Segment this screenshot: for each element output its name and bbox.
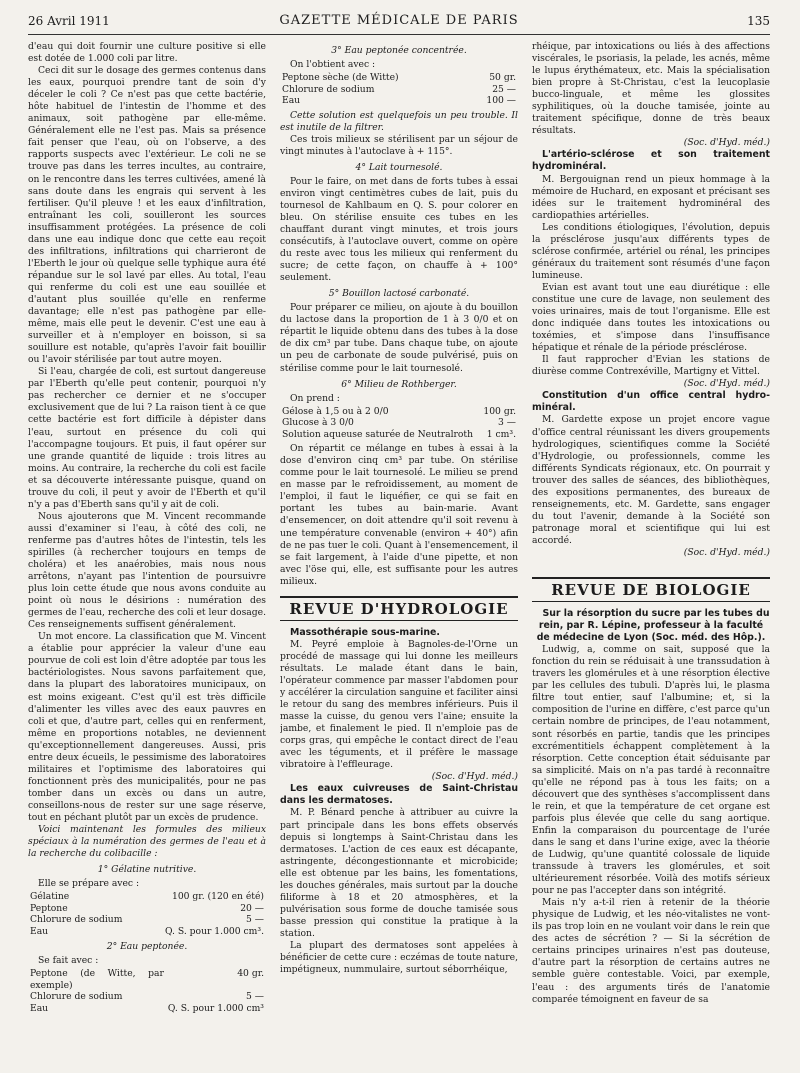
paragraph: d'eau qui doit fournir une culture positive si elle est dotée de 1.000 coli par litre. (28, 41, 266, 65)
recipe-row: Glucose à 3 0/0 3 — (282, 417, 516, 429)
paragraph: Pour le faire, on met dans de forts tubes à essai environ vingt centimètres cubes de lait, puis du tournesol de Kahlbaum en Q. S. pour colorer en bleu. On stérilise ensuite ces tubes en les chauffant durant vingt minutes, et trois jours consécutifs, à l'autoclave ouvert, comme on opère du reste avec tous les milieux qui renferment du sucre; de cette façon, on chauffe à + 100° seulement. (280, 175, 518, 284)
recipe-intro: On prend : (290, 392, 340, 404)
recipe-heading: 4° Lait tournesolé. (355, 161, 443, 173)
paragraph: On répartit ce mélange en tubes à essai à la dose d'environ cinq cm³ par tube. On stérilise comme pour le lait tournesolé. Le milieu se prend en masse par le refroidissement, au moment de l'emploi, il faut le liquéfier, ce qui se fait en portant les tubes au bain-marie. Avant d'ensemencer, on doit attendre qu'il soit revenu à une température convenable (environ + 40°) afin de ne pas tuer le coli. Quant à l'ensemencement, il se fait largement, à l'aide d'une pipette, et non avec l'öse qui, elle, est suffisante pour les autres milieux. (280, 443, 518, 587)
recipe-row: Eau 100 — (282, 95, 516, 107)
paragraph: Cette solution est quelquefois un peu trouble. Il est inutile de la filtrer. (280, 109, 518, 133)
article-source: (Soc. d'Hyd. méd.) (683, 137, 770, 149)
recipe-intro: Se fait avec : (38, 955, 99, 967)
recipe-row: Chlorure de sodium 5 — (30, 991, 264, 1003)
page-number: 135 (747, 14, 770, 28)
paragraph: M. Gardette expose un projet encore vague d'office central réunissant les divers groupements hydrologiques, scientifiques comme la Société d'Hydrologie, ou professionnels, comme les différents Syndicats régionaux, etc. On pourrait y trouver des salles de séances, des bibliothèques, des expositions permanentes, des bureaux de renseignements, etc. M. Gardette, sans engager du tout l'avenir, demande à la Société son patronage moral et scientifique qui lui est accordé. (532, 414, 770, 546)
paragraph: Pour préparer ce milieu, on ajoute à du bouillon du lactose dans la proportion de 1 à 3 0/0 et on répartit le liquide obtenu dans des tubes à la dose de dix cm³ par tube. Dans chaque tube, on ajoute un peu de carbonate de soude pulvérisé, puis on stérilise comme pour le lait tournesolé. (280, 302, 518, 374)
column-right (532, 41, 770, 1071)
paragraph: Les conditions étiologiques, l'évolution, depuis la présclérose jusqu'aux différents types de sclérose confirmée, artériel ou rénal, les principes généraux du traitement sont résumés d'une façon lumineuse. (532, 221, 770, 281)
issue-date: 26 Avril 1911 (28, 14, 110, 28)
recipe-row: Chlorure de sodium 5 — (30, 914, 264, 926)
paragraph: Si l'eau, chargée de coli, est surtout dangereuse par l'Eberth qu'elle peut contenir, pourquoi n'y pas rechercher ce dernier et ne s'occuper exclusivement que de lui ? La raison tient à ce que cette bactérie est fort difficile à dépister dans l'eau, surtout en présence du coli qui l'accompagne toujours. Et puis, il faut opérer sur une grande quantité de liquide : trois litres au moins. Au contraire, la recherche du coli est facile et sa découverte intéressante puisque, quand on trouve du coli, il peut y avoir de l'Eberth et qu'il n'y a pas d'Eberth sans qu'il y ait de coli. (28, 366, 266, 510)
recipe-row: Peptone (de Witte, par exemple) 40 gr. (30, 968, 264, 991)
recipe-table-gelatine (28, 891, 266, 937)
recipe-table-rothberger (280, 406, 518, 441)
article-title: Sur la résorption du sucre par les tubes du rein, par R. Lépine, professeur à la faculté de médecine de Lyon (Soc. méd. des Hôp.). (536, 608, 770, 644)
recipe-table-eau-peptonee (28, 968, 266, 1014)
paragraph: La plupart des dermatoses sont appelées à bénéficier de cette cure : eczémas de toute nature, impétigneux, nummulaire, surtout séborrhéique, (280, 940, 518, 976)
recipe-row: Gélose à 1,5 ou à 2 0/0 100 gr. (282, 405, 516, 417)
article-source: (Soc. d'Hyd. méd.) (431, 771, 518, 783)
paragraph: Mais n'y a-t-il rien à retenir de la théorie physique de Ludwig, et les néo-vitalistes ne vont-ils pas trop loin en ne voulant voir dans le rein que des actes de sécrétion ? — Si la sécrétion de certains principes urinaires n'est pas douteuse, d'autre part la résorption de certains autres ne semble guère contestable. Voici, par exemple, l'eau : des arguments tirés de l'anatomie comparée témoignent en faveur de sa (532, 897, 770, 1005)
recipe-heading: 3° Eau peptonée concentrée. (331, 45, 467, 56)
recipe-row: Eau Q. S. pour 1.000 cm³. (30, 925, 264, 937)
recipe-heading: 1° Gélatine nutritive. (97, 864, 197, 876)
page-header (28, 10, 770, 35)
paragraph: Ludwig, a, comme on sait, supposé que la fonction du rein se réduisait à une transsudation à travers les glomérules et à une résorption élective par les cellules des tubuli. D'après lui, le plasma filtre tout entier, sauf l'albumine; et, si la composition de l'urine en diffère, c'est parce qu'un certain nombre de principes, de l'eau notamment, sont résorbés en partie, tandis que les principes excrémentitiels échappent complètement à la résorption. Cette conception était séduisante par sa simplicité. Mais on n'a pas tardé à reconnaître qu'elle ne répond pas à tous les faits; on a découvert que des synthèses s'accomplissent dans le rein, et que la température de cet organe est parfois plus élevée que celle du sang aortique. Enfin la comparaison du pourcentage de l'urée dans le sang et dans l'urine exige, avec la théorie de Ludwig, qu'une quantité colossale de liquide transsude à travers les glomérules, et soit ultérieurement résorbée. Voilà des motifs sérieux pour ne pas l'accepter dans son intégrité. (532, 644, 770, 897)
recipe-row: Peptone 20 — (30, 902, 264, 914)
journal-title: GAZETTE MÉDICALE DE PARIS (279, 13, 519, 28)
paragraph: M. P. Bénard penche à attribuer au cuivre la part principale dans les bons effets observés depuis si longtemps à Saint-Christau dans les dermatoses. L'action de ces eaux est décapante, astringente, décongestionnante et microbicide; elle est obtenue par les bains, les fomentations, les douches générales, mais surtout par la douche filiforme à 18 et 20 atmosphères, et la pulvérisation sous forme de douche tamisée sous basse pression qui constitue la pratique à la station. (280, 807, 518, 939)
article-title: Constitution d'un office central hydro-minéral. (532, 390, 770, 414)
paragraph: Voici maintenant les formules des milieux spéciaux à la numération des germes de l'eau et à la recherche du colibacille : (28, 824, 266, 860)
recipe-row: Solution aqueuse saturée de Neutralroth 1 cm³. (282, 428, 516, 440)
recipe-table-concentree (280, 72, 518, 107)
paragraph: M. Bergouignan rend un pieux hommage à la mémoire de Huchard, en exposant et précisant ses idées sur le traitement hydrominéral des cardiopathies artérielles. (532, 173, 770, 221)
recipe-intro: On l'obtient avec : (290, 59, 376, 71)
recipe-heading: 5° Bouillon lactosé carbonaté. (328, 288, 470, 300)
article-source: (Soc. d'Hyd. méd.) (683, 546, 770, 558)
paragraph: Evian est avant tout une eau diurétique : elle constitue une cure de lavage, non seulement des voies urinaires, mais de tout l'organisme. Elle est donc indiquée dans toutes les intoxications ou toxémies, et s'impose dans l'insuffisance hépatique et rénale de la période présclérose. (532, 281, 770, 354)
article-source: (Soc. d'Hyd. méd.) (683, 378, 770, 390)
recipe-intro: Elle se prépare avec : (38, 878, 140, 890)
paragraph: rhéique, par intoxications ou liés à des affections viscérales, le psoriasis, la pelade, les acnés, même le lupus érythémateux, etc. Mais la spécialisation bien propre à St-Christau, c'est la leucoplasie bucco-linguale, et même les glossites syphilitiques, où la douche tamisée, jointe au traitement spécifique, donne de très beaux résultats. (532, 41, 770, 137)
column-left (28, 41, 266, 1071)
recipe-row: Eau Q. S. pour 1.000 cm³ (30, 1002, 264, 1014)
recipe-row: Chlorure de sodium 25 — (282, 83, 516, 95)
recipe-heading: 2° Eau peptonée. (106, 941, 188, 953)
article-title: L'artério-sclérose et son traitement hydrominéral. (532, 149, 770, 173)
column-middle (280, 41, 518, 1071)
section-title-biologie: REVUE DE BIOLOGIE (532, 577, 770, 602)
article-title: Massothérapie sous-marine. (290, 626, 440, 638)
recipe-heading: 6° Milieu de Rothberger. (341, 378, 457, 390)
paragraph: M. Peyré emploie à Bagnoles-de-l'Orne un procédé de massage qui lui donne les meilleurs résultats. Le malade étant dans le bain, l'opérateur commence par masser l'abdomen pour y accélérer la circulation sanguine et faciliter ainsi le retour du sang des membres inférieurs. Puis il masse la cuisse, du genou vers l'aine; ensuite la jambe, et finalement le pied. Il n'emploie pas de corps gras, qui empêche le contact direct de l'eau avec les téguments, et il préfère le massage vibratoire à l'effleurage. (280, 638, 518, 771)
paragraph: Ces trois milieux se stérilisent par un séjour de vingt minutes à l'autoclave à + 115°. (280, 133, 518, 157)
paragraph: Nous ajouterons que M. Vincent recommande aussi d'examiner si l'eau, à côté des coli, ne renferme pas d'autres hôtes de l'intestin, tels les spirilles (à rechercher toujours en temps de choléra) et les anaérobies, mais nous nous arrêtons, n'ayant pas l'intention de poursuivre plus loin cette étude que nous avons conduite au point où nous le désirions : numération des germes de l'eau, recherche des coli et leur dosage. Ces renseignements suffisent généralement. (28, 510, 266, 631)
paragraph: Ceci dit sur le dosage des germes contenus dans les eaux, pourquoi prendre tant de soin d'y déceler le coli ? Ce n'est pas que cette bactérie, hôte habituel de l'intestin de l'homme et des animaux, soit pathogène par elle-même. Généralement elle ne l'est pas. Mais sa présence fait penser que l'eau, où on l'observe, a des rapports suspects avec l'extérieur. Le coli ne se trouve pas dans les terres incultes, au contraire, on le rencontre dans les terres cultivées, amené là sans doute dans les engrais qui servent à les fertiliser. Qu'il pleuve ! et les eaux d'infiltration, entraînant les coli, souilleront les sources insuffisamment protégées. La présence de coli dans une eau indique donc que cette eau reçoit des infiltrations, infiltrations qui charrieront de l'Eberth le jour où quelque selle typhique aura été répandue sur le sol lavé par elles. Au total, l'eau qui renferme du coli est une eau souillée et d'autant plus souillée qu'elle en renferme davantage; elle n'est pas pathogène par elle-même, mais elle peut le devenir. C'est une eau à surveiller et à n'employer en boisson, si sa souillure est notable, qu'après l'avoir fait bouillir ou l'avoir stérilisée par tout autre moyen. (28, 65, 266, 366)
article-title: Les eaux cuivreuses de Saint-Christau dans les dermatoses. (280, 783, 518, 807)
columns (28, 41, 770, 1071)
recipe-row: Gélatine 100 gr. (120 en été) (30, 891, 264, 903)
paragraph: Un mot encore. La classification que M. Vincent a établie pour apprécier la valeur d'une eau pourvue de coli est loin d'être adoptée par tous les bactériologistes. Nous savons parfaitement que, dans la plupart des laboratoires municipaux, on est moins exigeant. C'est qu'il est très difficile d'alimenter les villes avec des eaux pauvres en coli et que, d'autre part, celles qui en renferment, même en proportions notables, ne deviennent qu'exceptionnellement dangereuses. Aussi, pris entre deux écueils, le pessimisme des laboratoires militaires et l'optimisme des laboratoires qui fonctionnent près des municipalités, pour ne pas tomber dans un excès ou dans un autre, conseillons-nous de rester sur une sage réserve, tout en péchant plutôt par un excès de prudence. (28, 631, 266, 823)
section-title-hydrologie: REVUE D'HYDROLOGIE (280, 596, 518, 621)
paragraph: Il faut rapprocher d'Evian les stations de diurèse comme Contrexéville, Martigny et Vittel. (532, 354, 770, 378)
recipe-row: Peptone sèche (de Witte) 50 gr. (282, 72, 516, 84)
